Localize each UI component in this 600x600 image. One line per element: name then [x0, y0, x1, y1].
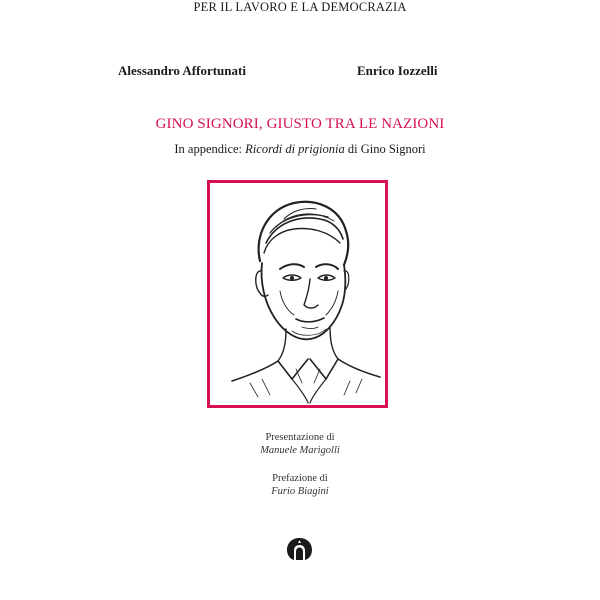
author-1: Alessandro Affortunati: [118, 63, 246, 78]
book-title: GINO SIGNORI, GIUSTO TRA LE NAZIONI: [155, 116, 445, 132]
subtitle-italic: Ricordi di prigionia: [245, 142, 345, 156]
preface-name: Furio Biagini: [271, 486, 329, 497]
preface-label: Prefazione di: [272, 473, 328, 484]
portrait-sketch-icon: [210, 183, 385, 405]
subtitle-suffix: di Gino Signori: [344, 142, 426, 156]
portrait-frame: [207, 180, 388, 408]
subtitle-prefix: In appendice:: [174, 142, 246, 156]
author-2: Enrico Iozzelli: [357, 63, 438, 78]
presentation-label: Presentazione di: [265, 432, 335, 443]
preface-credit: [0, 472, 600, 498]
publisher-logo-icon: [286, 537, 313, 561]
presentation-credit: [0, 431, 600, 457]
series-title: PER IL LAVORO E LA DEMOCRAZIA: [193, 0, 407, 14]
subtitle: [0, 142, 600, 157]
presentation-name: Manuele Marigolli: [260, 445, 340, 456]
